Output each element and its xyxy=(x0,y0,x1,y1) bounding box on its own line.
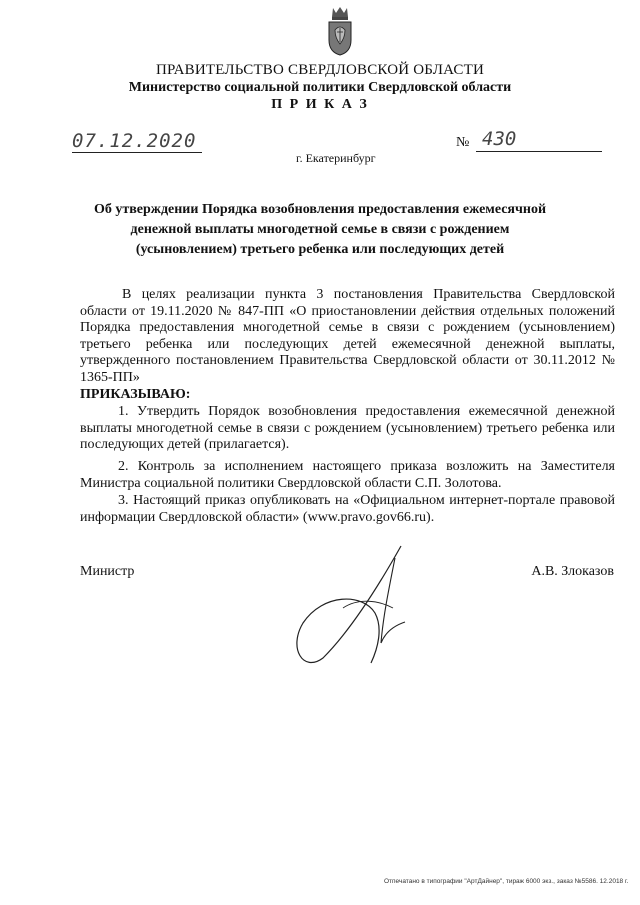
city: г. Екатеринбург xyxy=(296,151,376,165)
date-underline xyxy=(72,152,202,153)
order-word: ПРИКАЗЫВАЮ: xyxy=(80,387,191,402)
ministry-heading: Министерство социальной политики Свердловской области xyxy=(128,80,512,95)
document-type: П Р И К А З xyxy=(271,97,369,112)
number-sign: № xyxy=(456,135,470,150)
government-heading: ПРАВИТЕЛЬСТВО СВЕРДЛОВСКОЙ ОБЛАСТИ xyxy=(155,62,485,78)
order-number: 430 xyxy=(482,128,517,150)
coat-of-arms-emblem xyxy=(326,6,354,56)
signatory-name: А.В. Злоказов xyxy=(531,564,614,579)
order-item-1: 1. Утвердить Порядок возобновления предоставления ежемесячной денежной выплаты многодетной семье в связи с рождением (усыновлением) третьего ребенка или последующих детей (прилагается). xyxy=(80,404,615,452)
handwritten-signature xyxy=(283,538,423,668)
document-title: Об утверждении Порядка возобновления предоставления ежемесячной денежной выплаты многодетной семье в связи с рождением (усыновлением) третьего ребенка или последующих детей xyxy=(93,202,547,257)
signatory-position: Министр xyxy=(80,564,135,579)
order-item-3: 3. Настоящий приказ опубликовать на «Официальном интернет-портале правовой информации Свердловской области» (www.pravo.gov66.ru). xyxy=(80,493,615,525)
preamble-paragraph: В целях реализации пункта 3 постановления Правительства Свердловской области от 19.11.2020 № 847-ПП «О приостановлении действия отдельных положений Порядка предоставления многодетной семье в связи с рождением (усыновлением) третьего ребенка или последующих детей ежемесячной денежной выплаты, утвержденного постановлением Правительства Свердловской области от 30.11.2012 № 1365-ПП» xyxy=(80,287,615,385)
order-date: 07.12.2020 xyxy=(72,130,197,152)
number-underline xyxy=(476,151,602,152)
printer-note: Отпечатано в типографии "АртДайнер", тираж 6000 экз., заказ №5586. 12.2018 г. xyxy=(384,878,629,885)
order-item-2: 2. Контроль за исполнением настоящего приказа возложить на Заместителя Министра социальной политики Свердловской области С.П. Золотова. xyxy=(80,459,615,491)
